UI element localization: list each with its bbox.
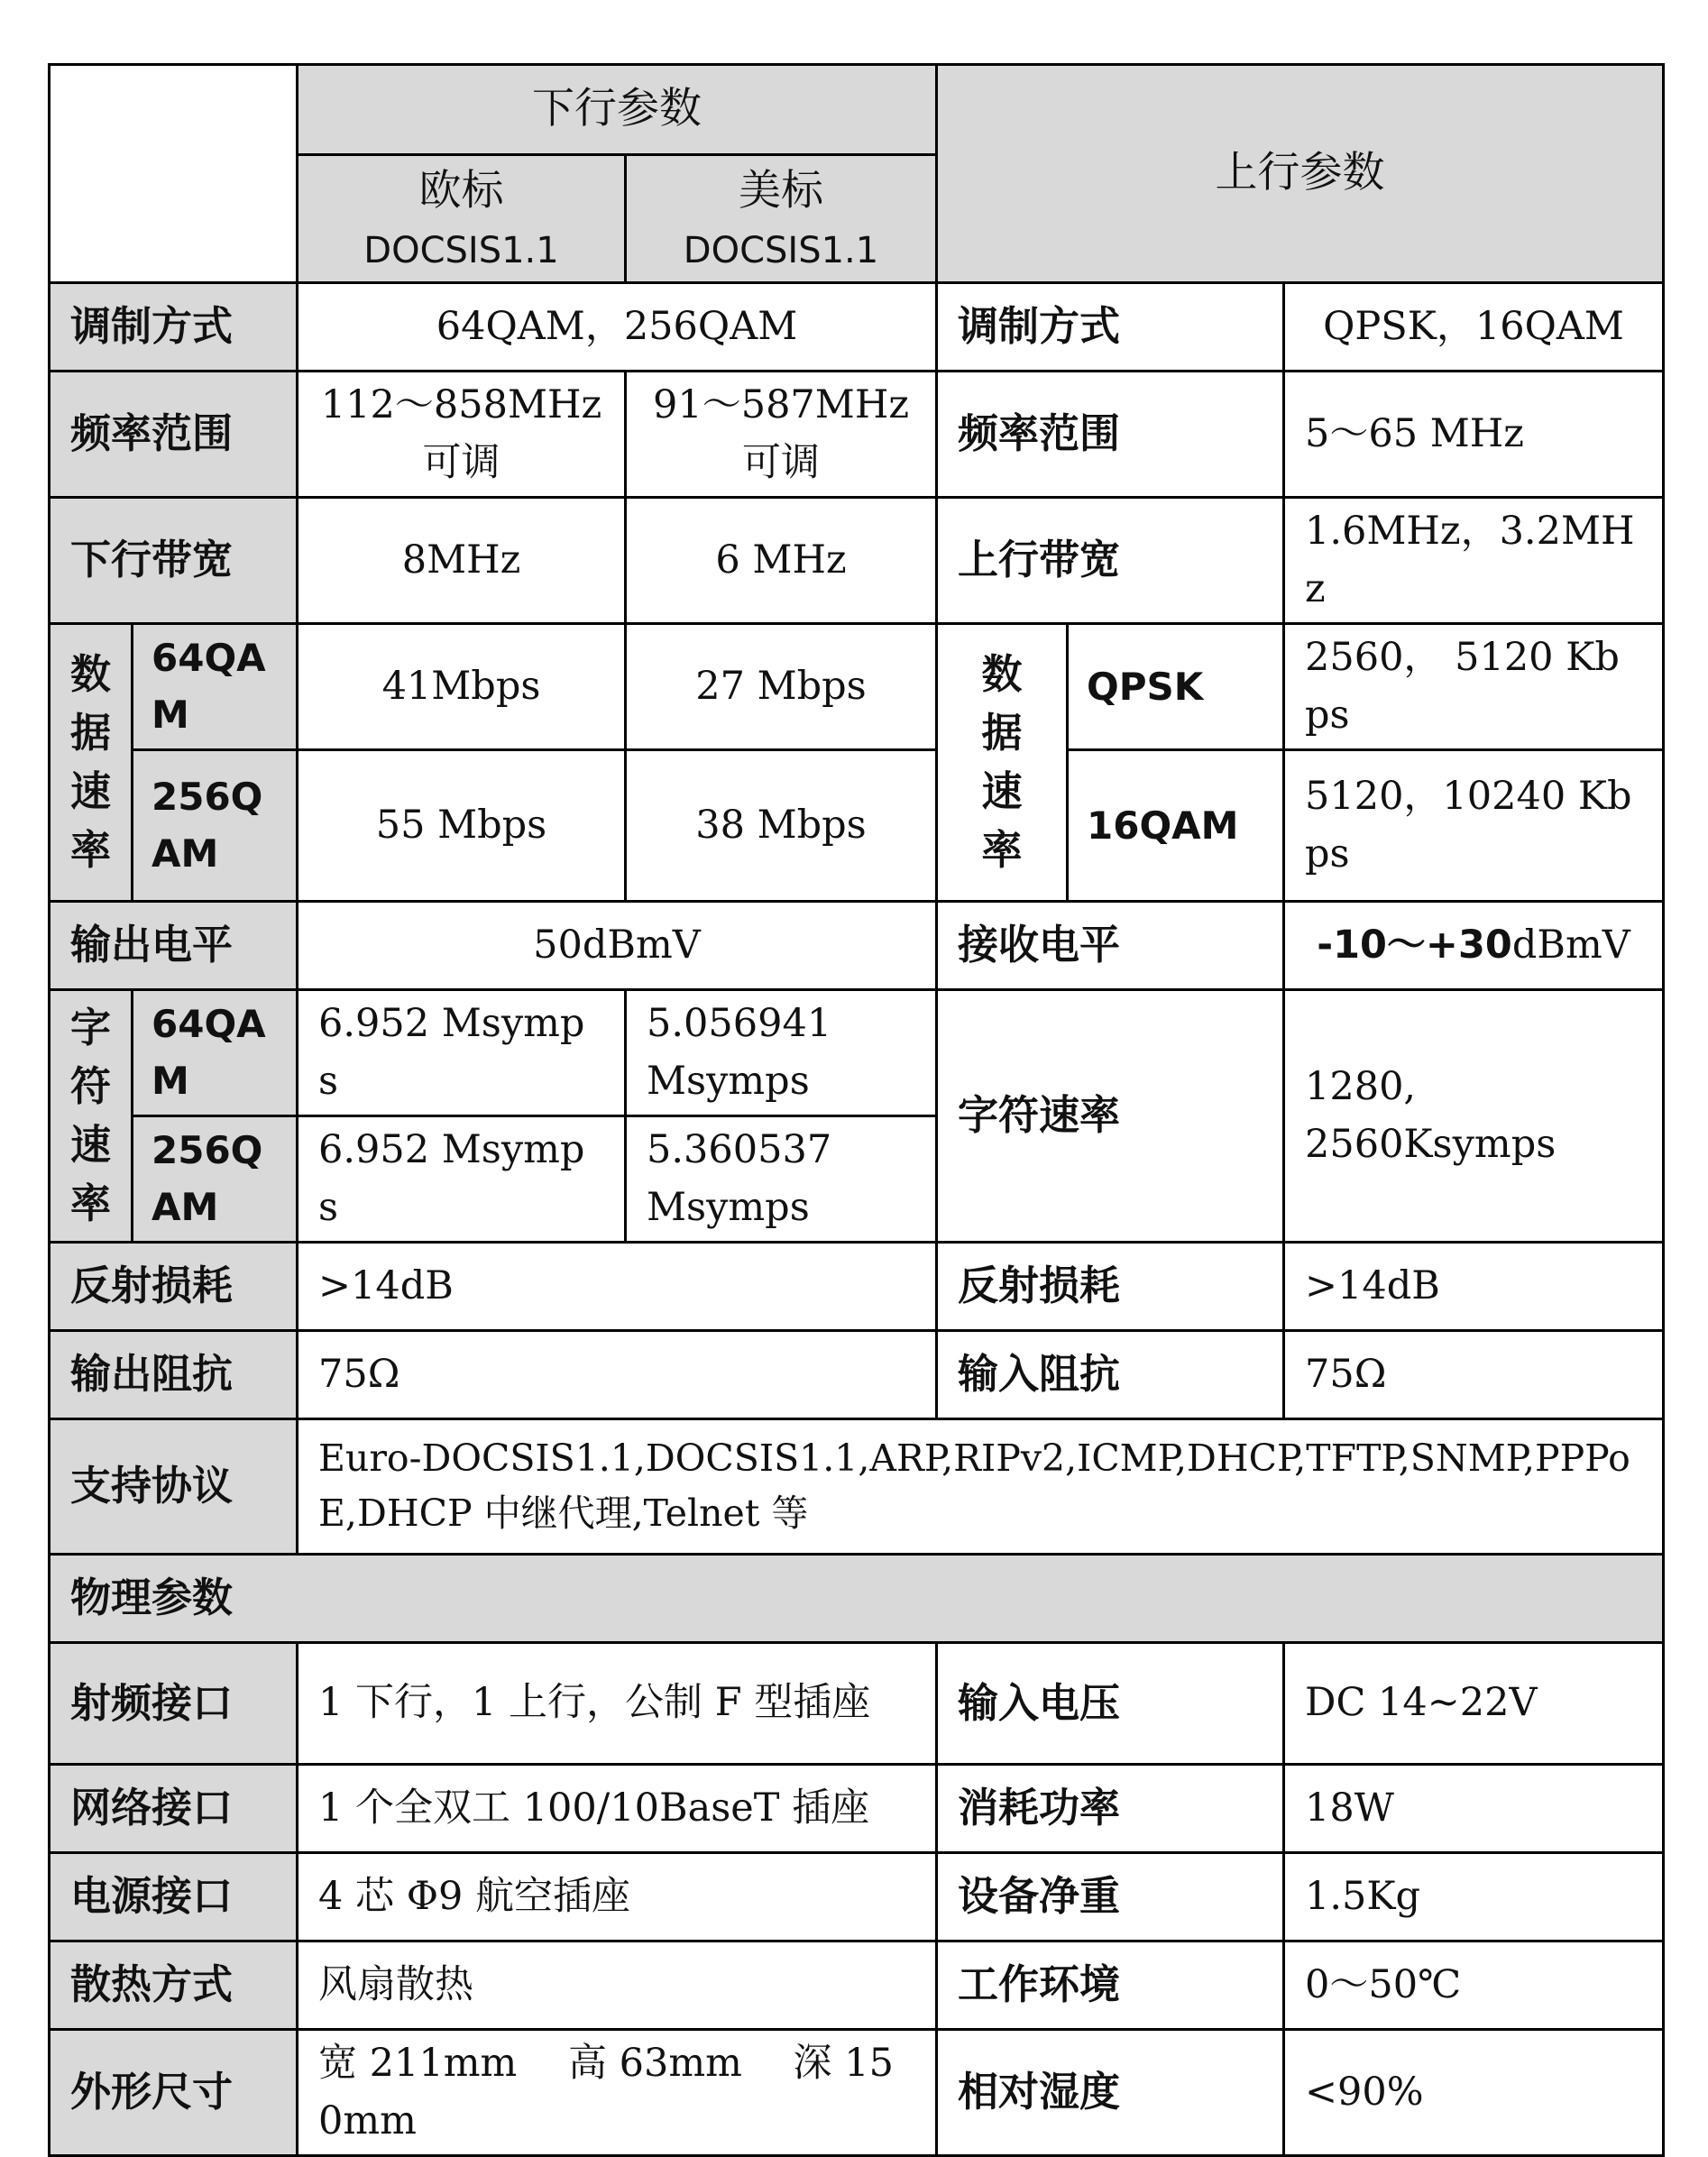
rf-port-label: 射频接口	[50, 1642, 298, 1764]
downstream-header: 下行参数	[298, 65, 937, 155]
modulation-label: 调制方式	[50, 282, 298, 371]
receive-level-range: -10～+30	[1317, 922, 1512, 968]
physical-section-header: 物理参数	[50, 1554, 1664, 1642]
network-port-value: 1 个全双工 100/10BaseT 插座	[298, 1764, 937, 1852]
input-voltage-label: 输入电压	[937, 1642, 1284, 1764]
protocols-label: 支持协议	[50, 1418, 298, 1554]
bandwidth-up-label: 上行带宽	[937, 497, 1284, 623]
up-data-rate-qpsk-label: QPSK	[1068, 623, 1284, 749]
data-rate-char: 据	[69, 708, 111, 757]
humidity-label: 相对湿度	[937, 2029, 1284, 2155]
return-loss-label: 反射损耗	[50, 1242, 298, 1330]
power-consumption-value: 18W	[1284, 1764, 1664, 1852]
up-data-rate-qpsk-value: 2560， 5120 Kbps	[1284, 623, 1664, 749]
up-data-rate-char: 率	[981, 826, 1023, 875]
up-data-rate-char: 据	[981, 708, 1023, 757]
symbol-rate-64qam-us-unit: Msymps	[647, 1059, 810, 1104]
symbol-rate-64qam-us-number: 5.056941	[647, 1000, 832, 1046]
protocols-value: Euro-DOCSIS1.1,DOCSIS1.1,ARP,RIPv2,ICMP,DHCP,TFTP,SNMP,PPPoE,DHCP 中继代理,Telnet 等	[298, 1418, 1664, 1554]
data-rate-char: 数	[69, 649, 111, 698]
modulation-up-label: 调制方式	[937, 282, 1284, 371]
frequency-up-label: 频率范围	[937, 371, 1284, 497]
rf-port-value: 1 下行，1 上行，公制 F 型插座	[298, 1642, 937, 1764]
symbol-rate-char: 速	[69, 1121, 111, 1169]
input-voltage-value: DC 14~22V	[1284, 1642, 1664, 1764]
data-rate-256qam-label: 256QAM	[133, 749, 298, 901]
up-data-rate-16qam-label: 16QAM	[1068, 749, 1284, 901]
data-rate-64qam-us: 27 Mbps	[626, 623, 937, 749]
symbol-rate-64qam-euro: 6.952 Msymps	[298, 989, 626, 1115]
power-consumption-label: 消耗功率	[937, 1764, 1284, 1852]
network-port-label: 网络接口	[50, 1764, 298, 1852]
up-return-loss-value: >14dB	[1284, 1242, 1664, 1330]
frequency-us-cell	[626, 371, 937, 497]
up-symbol-rate-label: 字符速率	[937, 989, 1284, 1242]
bandwidth-up-value: 1.6MHz，3.2MHz	[1284, 497, 1664, 623]
frequency-label: 频率范围	[50, 371, 298, 497]
up-symbol-rate-line1: 1280,	[1305, 1063, 1417, 1109]
dimensions-label: 外形尺寸	[50, 2029, 298, 2155]
cooling-value: 风扇散热	[298, 1941, 937, 2029]
receive-level-label: 接收电平	[937, 901, 1284, 989]
power-port-label: 电源接口	[50, 1852, 298, 1941]
input-impedance-value: 75Ω	[1284, 1330, 1664, 1418]
euro-title: 欧标	[418, 166, 504, 216]
bandwidth-label: 下行带宽	[50, 497, 298, 623]
input-impedance-label: 输入阻抗	[937, 1330, 1284, 1418]
euro-std: DOCSIS1.1	[363, 229, 559, 271]
symbol-rate-char: 字	[69, 1003, 111, 1051]
data-rate-label	[50, 623, 133, 901]
modulation-down-value: 64QAM，256QAM	[298, 282, 937, 371]
net-weight-value: 1.5Kg	[1284, 1852, 1664, 1941]
bandwidth-euro-value: 8MHz	[298, 497, 626, 623]
up-symbol-rate-line2: 2560Ksymps	[1305, 1122, 1556, 1167]
dimensions-value: 宽 211mm 高 63mm 深 150mm	[298, 2029, 937, 2155]
net-weight-label: 设备净重	[937, 1852, 1284, 1941]
up-data-rate-16qam-value: 5120，10240 Kbps	[1284, 749, 1664, 901]
output-level-value: 50dBmV	[298, 901, 937, 989]
output-impedance-label: 输出阻抗	[50, 1330, 298, 1418]
bandwidth-us-value: 6 MHz	[626, 497, 937, 623]
symbol-rate-char: 符	[69, 1061, 111, 1110]
data-rate-char: 速	[69, 767, 111, 815]
return-loss-value: >14dB	[298, 1242, 937, 1330]
up-return-loss-label: 反射损耗	[937, 1242, 1284, 1330]
data-rate-char: 率	[69, 826, 111, 875]
data-rate-256qam-us: 38 Mbps	[626, 749, 937, 901]
symbol-rate-256qam-label: 256QAM	[133, 1115, 298, 1242]
frequency-us-range: 91～587MHz	[653, 381, 909, 427]
us-standard-header	[626, 155, 937, 283]
symbol-rate-64qam-us	[626, 989, 937, 1115]
frequency-euro-note: 可调	[422, 440, 500, 485]
up-symbol-rate-value	[1284, 989, 1664, 1242]
us-std: DOCSIS1.1	[683, 229, 879, 271]
data-rate-256qam-euro: 55 Mbps	[298, 749, 626, 901]
symbol-rate-64qam-label: 64QAM	[133, 989, 298, 1115]
data-rate-64qam-label: 64QAM	[133, 623, 298, 749]
operating-env-label: 工作环境	[937, 1941, 1284, 2029]
symbol-rate-256qam-us-number: 5.360537	[647, 1126, 832, 1172]
output-level-label: 输出电平	[50, 901, 298, 989]
modulation-up-value: QPSK，16QAM	[1284, 282, 1664, 371]
frequency-up-value: 5～65 MHz	[1284, 371, 1664, 497]
upstream-header: 上行参数	[937, 65, 1664, 283]
symbol-rate-256qam-euro: 6.952 Msymps	[298, 1115, 626, 1242]
receive-level-value	[1284, 901, 1664, 989]
power-port-value: 4 芯 Φ9 航空插座	[298, 1852, 937, 1941]
cooling-label: 散热方式	[50, 1941, 298, 2029]
frequency-euro-range: 112～858MHz	[320, 381, 602, 427]
symbol-rate-char: 率	[69, 1179, 111, 1228]
up-data-rate-char: 数	[981, 649, 1023, 698]
frequency-us-note: 可调	[742, 440, 820, 485]
euro-standard-header	[298, 155, 626, 283]
output-impedance-value: 75Ω	[298, 1330, 937, 1418]
symbol-rate-256qam-us-unit: Msymps	[647, 1185, 810, 1230]
corner-cell	[50, 65, 298, 283]
data-rate-64qam-euro: 41Mbps	[298, 623, 626, 749]
up-data-rate-char: 速	[981, 767, 1023, 815]
receive-level-unit: dBmV	[1511, 922, 1630, 968]
symbol-rate-label	[50, 989, 133, 1242]
frequency-euro-cell	[298, 371, 626, 497]
us-title: 美标	[739, 166, 823, 216]
operating-env-value: 0～50℃	[1284, 1941, 1664, 2029]
spec-table	[48, 63, 1665, 2157]
symbol-rate-256qam-us	[626, 1115, 937, 1242]
up-data-rate-label	[937, 623, 1068, 901]
humidity-value: <90%	[1284, 2029, 1664, 2155]
